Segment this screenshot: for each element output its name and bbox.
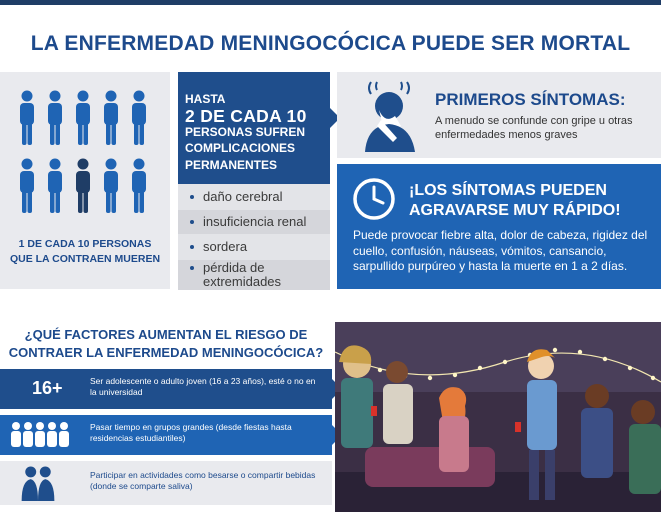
person-icon <box>18 90 36 146</box>
mortality-caption-line1: 1 DE CADA 10 PERSONAS <box>18 238 152 250</box>
complication-item <box>178 185 330 209</box>
complications-line5: PERMANENTES <box>185 158 278 172</box>
person-icon <box>46 158 64 214</box>
complications-panel <box>178 72 330 289</box>
fast-symptoms-title-line1: ¡LOS SÍNTOMAS PUEDEN <box>409 182 607 199</box>
risk-row-text: Participar en actividades como besarse o compartir bebidas (donde se comparte saliva) <box>90 470 316 492</box>
sick-person-icon <box>357 80 421 152</box>
age-badge-label: 16+ <box>32 378 63 398</box>
fast-symptoms-text: Puede provocar fiebre alta, dolor de cabeza, rigidez del cuello, confusión, náuseas, vómitos, cansancio, sarpullido purpúreo y hasta la muerte en 1 a 2 días. <box>353 228 648 274</box>
person-icon <box>46 90 64 146</box>
person-icon <box>102 90 120 146</box>
complication-label: pérdida de <box>203 260 265 275</box>
bullet-icon <box>190 245 194 249</box>
top-bar <box>0 0 661 5</box>
complications-line3: PERSONAS SUFREN <box>185 125 306 139</box>
risk-row-saliva <box>0 461 332 505</box>
person-icon <box>74 90 92 146</box>
group-icon <box>0 415 76 455</box>
party-illustration <box>335 322 661 512</box>
early-symptoms-panel <box>337 72 661 158</box>
complications-line2: 2 DE CADA 10 <box>185 106 307 126</box>
person-icon <box>130 90 148 146</box>
bullet-icon <box>190 266 194 270</box>
complication-label: insuficiencia renal <box>203 214 307 229</box>
complications-line1: HASTA <box>185 92 226 106</box>
mortality-caption-line2: QUE LA CONTRAEN MUEREN <box>9 252 161 265</box>
early-symptoms-title: PRIMEROS SÍNTOMAS: <box>435 90 626 109</box>
person-icon <box>18 158 36 214</box>
bullet-icon <box>190 220 194 224</box>
age-badge <box>0 369 76 409</box>
risk-row-text: Ser adolescente o adulto joven (16 a 23 años), esté o no en la universidad <box>90 376 316 398</box>
person-icon <box>102 158 120 214</box>
mortality-caption <box>0 237 170 266</box>
risk-row-age <box>0 369 332 409</box>
complications-header <box>178 72 330 184</box>
complication-label-line2: extremidades <box>203 274 282 289</box>
fast-symptoms-title-line2: AGRAVARSE MUY RÁPIDO! <box>409 202 621 219</box>
complication-label: daño cerebral <box>203 189 283 204</box>
person-icon-highlighted <box>74 158 92 214</box>
mortality-panel <box>0 72 170 289</box>
kissing-couple-icon <box>0 461 76 501</box>
early-symptoms-text: A menudo se confunde con gripe u otras enfermedades menos graves <box>435 115 633 142</box>
complications-line4: COMPLICACIONES <box>185 141 296 155</box>
complication-item <box>178 260 330 290</box>
risk-row-groups <box>0 415 332 455</box>
risk-title-line1: ¿QUÉ FACTORES AUMENTAN EL RIESGO DE <box>24 327 308 342</box>
complication-item <box>178 210 330 234</box>
page-title: LA ENFERMEDAD MENINGOCÓCICA PUEDE SER MORTAL <box>30 32 631 55</box>
fast-symptoms-title <box>409 181 621 221</box>
clock-icon <box>351 176 397 222</box>
risk-title <box>0 326 332 361</box>
bullet-icon <box>190 195 194 199</box>
complication-label: sordera <box>203 239 248 254</box>
fast-symptoms-panel <box>337 164 661 289</box>
risk-row-text: Pasar tiempo en grupos grandes (desde fiestas hasta residencias estudiantiles) <box>90 422 292 444</box>
risk-title-line2: CONTRAER LA ENFERMEDAD MENINGOCÓCICA? <box>8 344 324 360</box>
person-icon <box>130 158 148 214</box>
complication-item <box>178 235 330 259</box>
